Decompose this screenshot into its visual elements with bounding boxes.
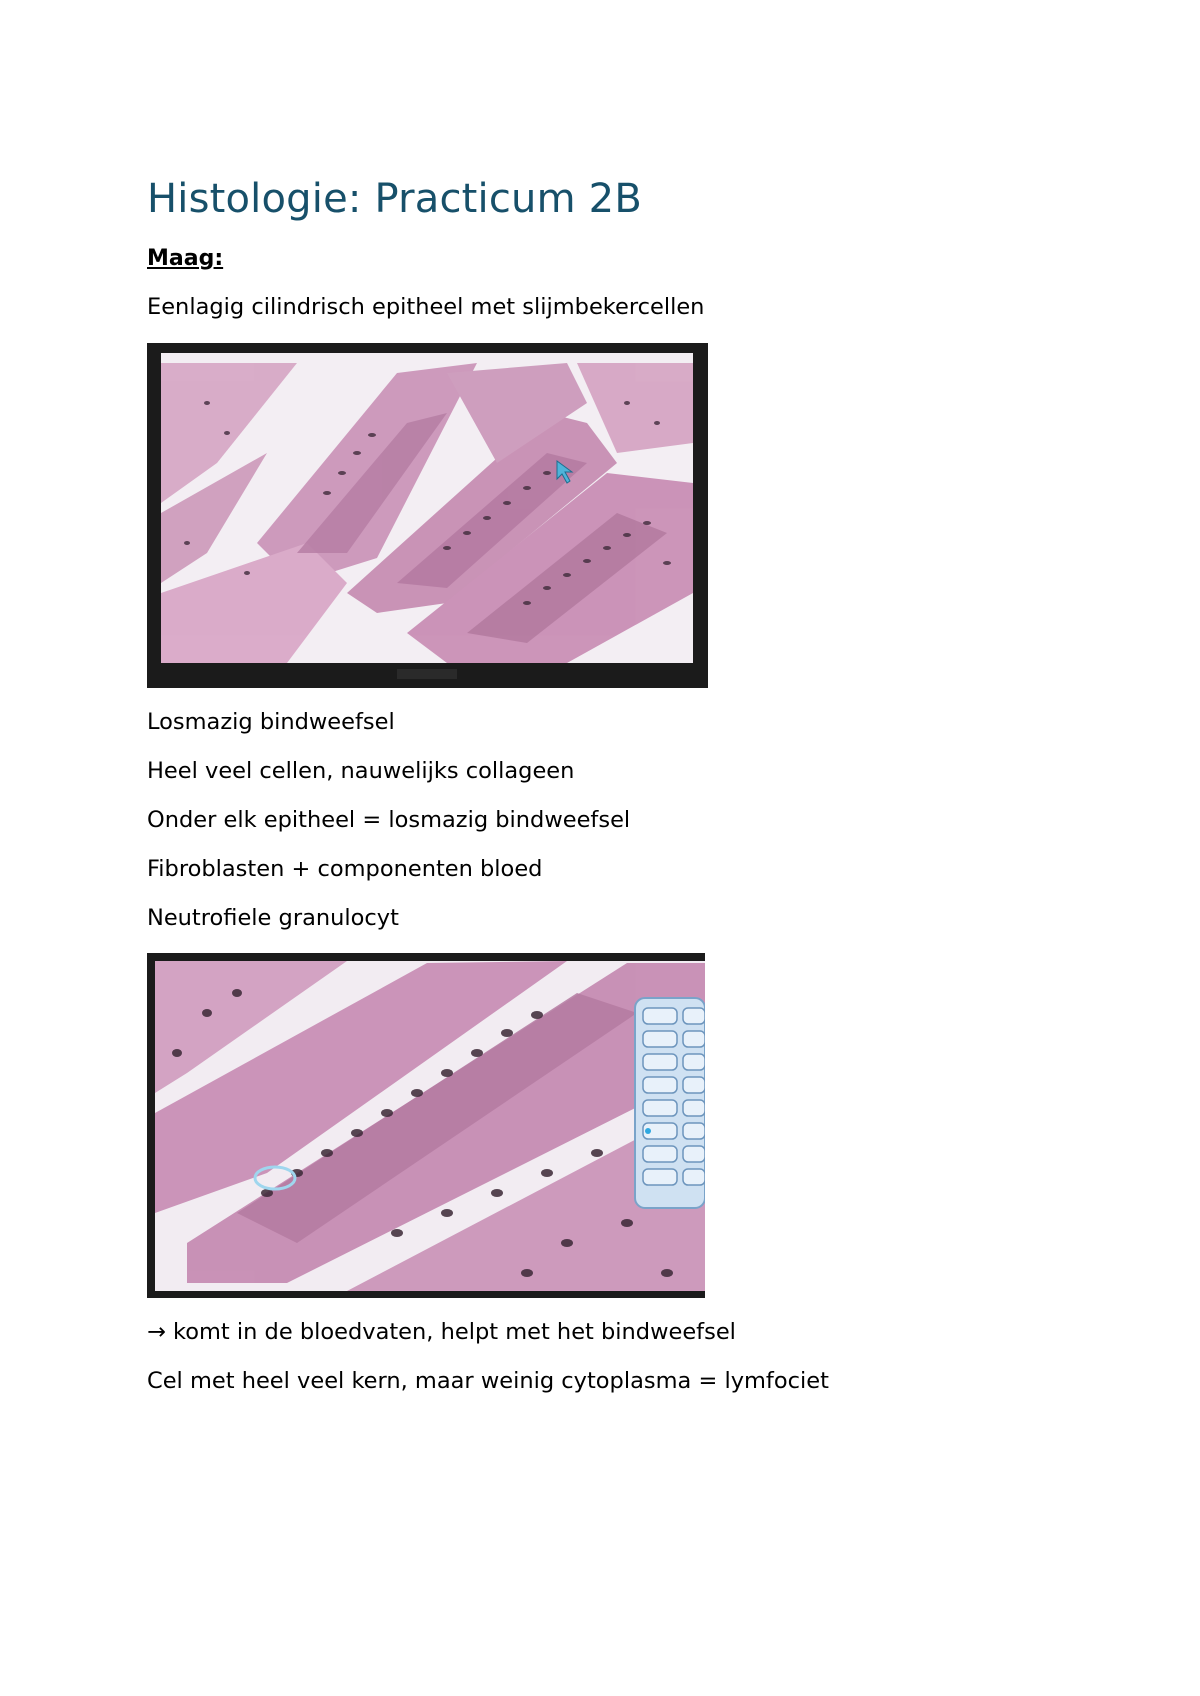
micrograph-neutrophil bbox=[147, 953, 705, 1298]
paragraph-connective-tissue: Losmazig bindweefsel bbox=[147, 709, 395, 735]
paragraph-bloodvessels: → komt in de bloedvaten, helpt met het bindweefsel bbox=[147, 1319, 736, 1345]
paragraph-lymphocyte: Cel met heel veel kern, maar weinig cytoplasma = lymfociet bbox=[147, 1368, 829, 1394]
paragraph-neutrophil: Neutrofiele granulocyt bbox=[147, 905, 399, 931]
paragraph-under-epithelium: Onder elk epitheel = losmazig bindweefsel bbox=[147, 807, 631, 833]
section-heading: Maag: bbox=[147, 246, 224, 271]
paragraph-fibroblasts: Fibroblasten + componenten bloed bbox=[147, 856, 543, 882]
paragraph-many-cells: Heel veel cellen, nauwelijks collageen bbox=[147, 758, 575, 784]
paragraph-epithelium: Eenlagig cilindrisch epitheel met slijmbekercellen bbox=[147, 294, 705, 320]
page-title: Histologie: Practicum 2B bbox=[147, 176, 642, 222]
micrograph-stomach-epithelium bbox=[147, 343, 708, 688]
